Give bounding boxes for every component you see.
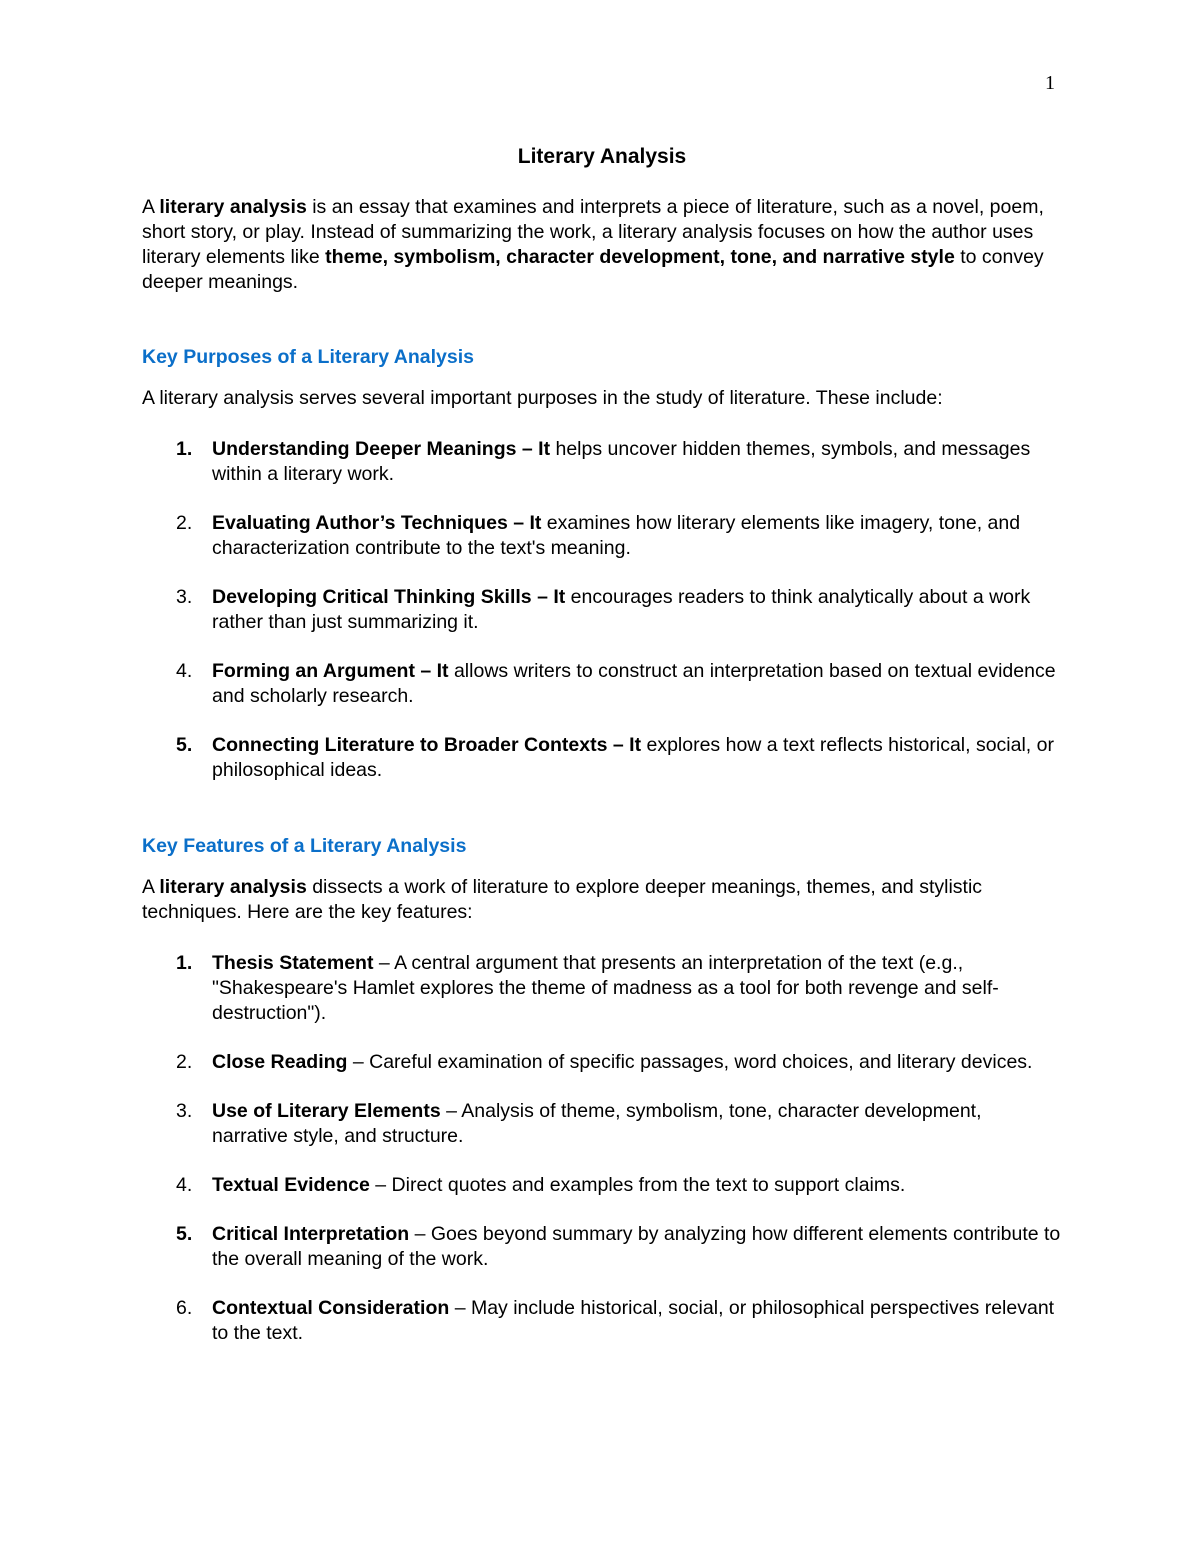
list-item: [142, 511, 1062, 561]
features-lead-bold: literary analysis: [159, 876, 307, 898]
list-item-number: 4.: [176, 660, 193, 682]
list-item-sep: – It: [516, 438, 551, 460]
list-item-term: Use of Literary Elements: [212, 1100, 441, 1122]
list-item: [142, 1222, 1062, 1272]
list-item-term: Connecting Literature to Broader Contexts: [212, 734, 608, 756]
list-item-number: 6.: [176, 1297, 193, 1319]
list-item-number: 3.: [176, 586, 193, 608]
list-item: [142, 733, 1062, 783]
list-item-desc: – May include historical, social, or philosophical perspectives relevant to the text.: [212, 1297, 1055, 1344]
list-item-term: Critical Interpretation: [212, 1223, 410, 1245]
list-item-term: Close Reading: [212, 1051, 348, 1073]
list-item-desc: helps uncover hidden themes, symbols, and messages within a literary work.: [212, 438, 1031, 485]
list-item-term: Forming an Argument: [212, 660, 415, 682]
page-title: Literary Analysis: [517, 145, 687, 168]
list-item-number: 5.: [176, 1223, 193, 1245]
list-item-number: 2.: [176, 1051, 193, 1073]
list-item: [142, 1296, 1062, 1346]
list-item-number: 5.: [176, 734, 193, 756]
list-item-sep: – It: [607, 734, 642, 756]
list-item-number: 4.: [176, 1174, 193, 1196]
purposes-list: [142, 437, 1062, 783]
list-item-desc: examines how literary elements like imagery, tone, and characterization contribute to the text's meaning.: [212, 512, 1021, 559]
page-number: 1: [1045, 72, 1055, 94]
list-item-number: 1.: [176, 438, 193, 460]
list-item-term: Developing Critical Thinking Skills: [212, 586, 532, 608]
list-item-desc: allows writers to construct an interpretation based on textual evidence and scholarly research.: [212, 660, 1056, 707]
list-item-desc: explores how a text reflects historical, social, or philosophical ideas.: [212, 734, 1054, 781]
intro-text-2: to convey deeper meanings.: [142, 246, 1044, 293]
list-item-desc: – Direct quotes and examples from the text to support claims.: [369, 1174, 906, 1196]
list-item: [142, 437, 1062, 487]
section-heading-purposes: Key Purposes of a Literary Analysis: [142, 346, 474, 368]
list-item-desc: – Careful examination of specific passages, word choices, and literary devices.: [347, 1051, 1033, 1073]
intro-paragraph: [142, 195, 1062, 295]
list-item-term: Contextual Consideration: [212, 1297, 450, 1319]
list-item-number: 2.: [176, 512, 193, 534]
section-heading-features: Key Features of a Literary Analysis: [142, 835, 467, 857]
list-item-sep: – It: [531, 586, 566, 608]
intro-bold-term: literary analysis: [159, 196, 307, 218]
spacer: [142, 807, 1062, 831]
features-lead-post: dissects a work of literature to explore deeper meanings, themes, and stylistic techniques. Here are the key features:: [142, 876, 983, 923]
list-item: [142, 585, 1062, 635]
intro-pre: A: [142, 196, 160, 218]
list-item-desc: – A central argument that presents an interpretation of the text (e.g., "Shakespeare's Hamlet explores the theme of madness as a tool for both revenge and self-destruction").: [212, 952, 999, 1024]
list-item-sep: – It: [414, 660, 449, 682]
list-item-desc: – Goes beyond summary by analyzing how different elements contribute to the overall meaning of the work.: [212, 1223, 1061, 1270]
list-item-term: Thesis Statement: [212, 952, 374, 974]
list-item-term: Textual Evidence: [212, 1174, 370, 1196]
list-item-desc: – Analysis of theme, symbolism, tone, character development, narrative style, and structure.: [212, 1100, 982, 1147]
list-item: [142, 1099, 1062, 1149]
list-item-sep: – It: [507, 512, 542, 534]
purposes-lead: A literary analysis serves several important purposes in the study of literature. These include:: [142, 387, 943, 409]
list-item: [142, 1173, 1062, 1198]
list-item-term: Understanding Deeper Meanings: [212, 438, 517, 460]
features-lead-pre: A: [142, 876, 160, 898]
list-item-term: Evaluating Author’s Techniques: [212, 512, 508, 534]
intro-bold-elements: theme, symbolism, character development, tone, and narrative style: [325, 246, 955, 268]
document-body: [142, 140, 1062, 1370]
intro-text-1: is an essay that examines and interprets a piece of literature, such as a novel, poem, short story, or play. Instead of summarizing the work, a literary analysis focuses on how the author uses literary elements like: [142, 196, 1044, 268]
features-lead: [142, 875, 1062, 925]
list-item-desc: encourages readers to think analytically about a work rather than just summarizing it.: [212, 586, 1031, 633]
list-item-number: 3.: [176, 1100, 193, 1122]
list-item: [142, 1050, 1062, 1075]
list-item: [142, 951, 1062, 1026]
list-item-number: 1.: [176, 952, 193, 974]
list-item: [142, 659, 1062, 709]
features-list: [142, 951, 1062, 1346]
